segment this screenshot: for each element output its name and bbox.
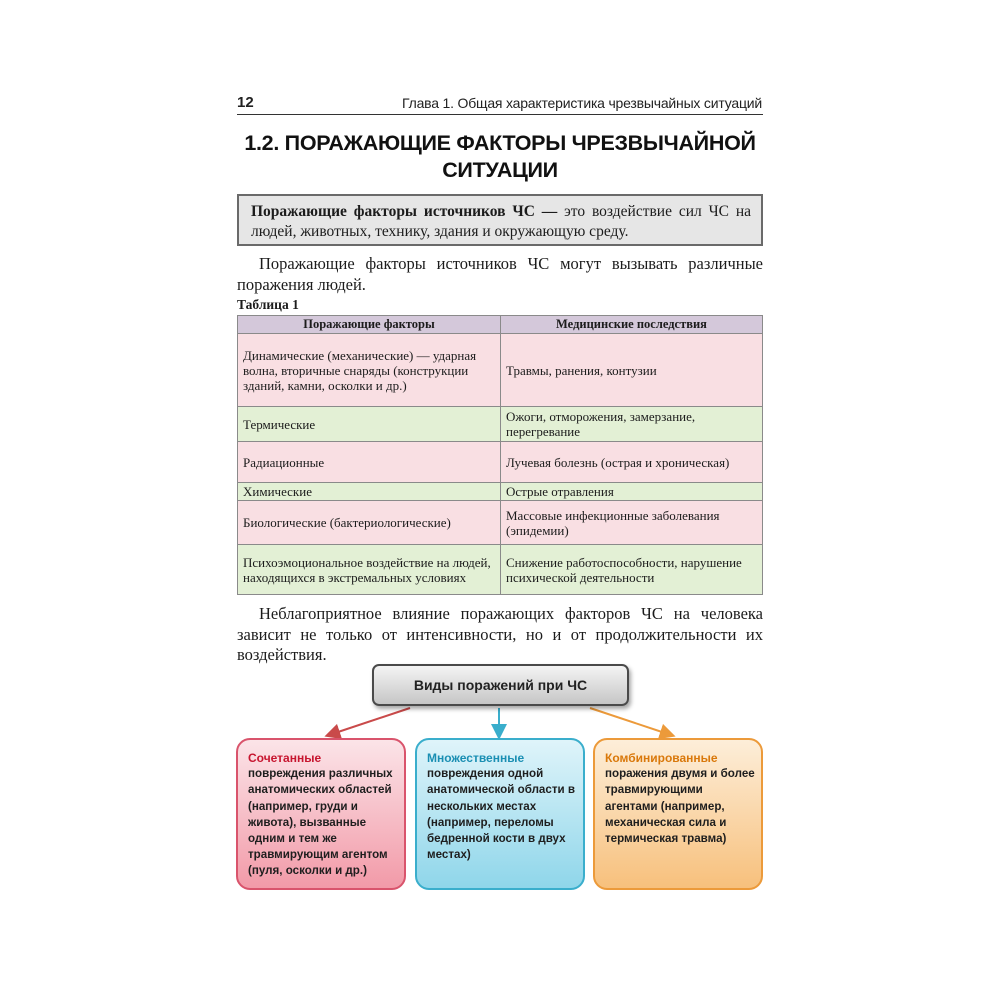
table-cell-factor: Динамические (механические) — ударная волна, вторичные снаряды (конструкции зданий, камни, осколки и др.) — [238, 334, 501, 407]
table-label: Таблица 1 — [237, 297, 299, 312]
arrow-right — [590, 708, 668, 734]
card-title: Комбинированные — [605, 751, 718, 765]
running-head: Глава 1. Общая характеристика чрезвычайных ситуаций — [402, 95, 762, 111]
card-title: Сочетанные — [248, 751, 322, 765]
card-combination-injuries — [593, 738, 763, 890]
card-combined-injuries — [236, 738, 406, 890]
table-cell-consequence: Лучевая болезнь (острая и хроническая) — [501, 442, 763, 483]
definition-term: Поражающие факторы источников ЧС — — [251, 203, 558, 220]
table-cell-consequence: Снижение работоспособности, нарушение психической деятельности — [501, 545, 763, 595]
arrow-left — [332, 708, 410, 734]
card-body: поражения двумя и более травмирующими агентами (например, механическая сила и термическая травма) — [605, 767, 755, 846]
paragraph-intro-text: Поражающие факторы источников ЧС могут вызывать различные поражения людей. — [237, 254, 763, 294]
card-multiple-injuries — [415, 738, 585, 890]
page-number: 12 — [237, 94, 254, 111]
card-body: повреждения одной анатомической области в нескольких местах (например, переломы бедренной кости в двух местах) — [427, 767, 575, 862]
paragraph-influence-text: Неблагоприятное влияние поражающих факторов ЧС на человека зависит не только от интенсивности, но и от продолжительности их воздействия. — [237, 604, 763, 664]
table-cell-consequence: Острые отравления — [501, 483, 763, 501]
table-cell-factor: Радиационные — [238, 442, 501, 483]
definition-text: это воздействие сил ЧС на людей, животных, технику, здания и окружающую среду. — [251, 203, 752, 240]
table-cell-consequence: Травмы, ранения, контузии — [501, 334, 763, 407]
section-title-line1: 1.2. ПОРАЖАЮЩИЕ ФАКТОРЫ ЧРЕЗВЫЧАЙНОЙ — [244, 131, 756, 155]
section-title-line2: СИТУАЦИИ — [442, 158, 558, 182]
table-cell-consequence: Массовые инфекционные заболевания (эпидемии) — [501, 501, 763, 545]
table-header-consequence: Медицинские последствия — [501, 316, 763, 334]
table-cell-factor: Химические — [238, 483, 501, 501]
card-title: Множественные — [427, 751, 525, 765]
diagram-root-box: Виды поражений при ЧС — [372, 664, 629, 706]
table-cell-consequence: Ожоги, отморожения, замерзание, перегревание — [501, 407, 763, 442]
card-body: повреждения различных анатомических областей (например, груди и живота), вызванные одним и тем же травмирующим агентом (пуля, осколки и др.) — [248, 767, 393, 878]
table-cell-factor: Термические — [238, 407, 501, 442]
table-header-factor: Поражающие факторы — [238, 316, 501, 334]
table-cell-factor: Биологические (бактериологические) — [238, 501, 501, 545]
table-cell-factor: Психоэмоциональное воздействие на людей, находящихся в экстремальных условиях — [238, 545, 501, 595]
